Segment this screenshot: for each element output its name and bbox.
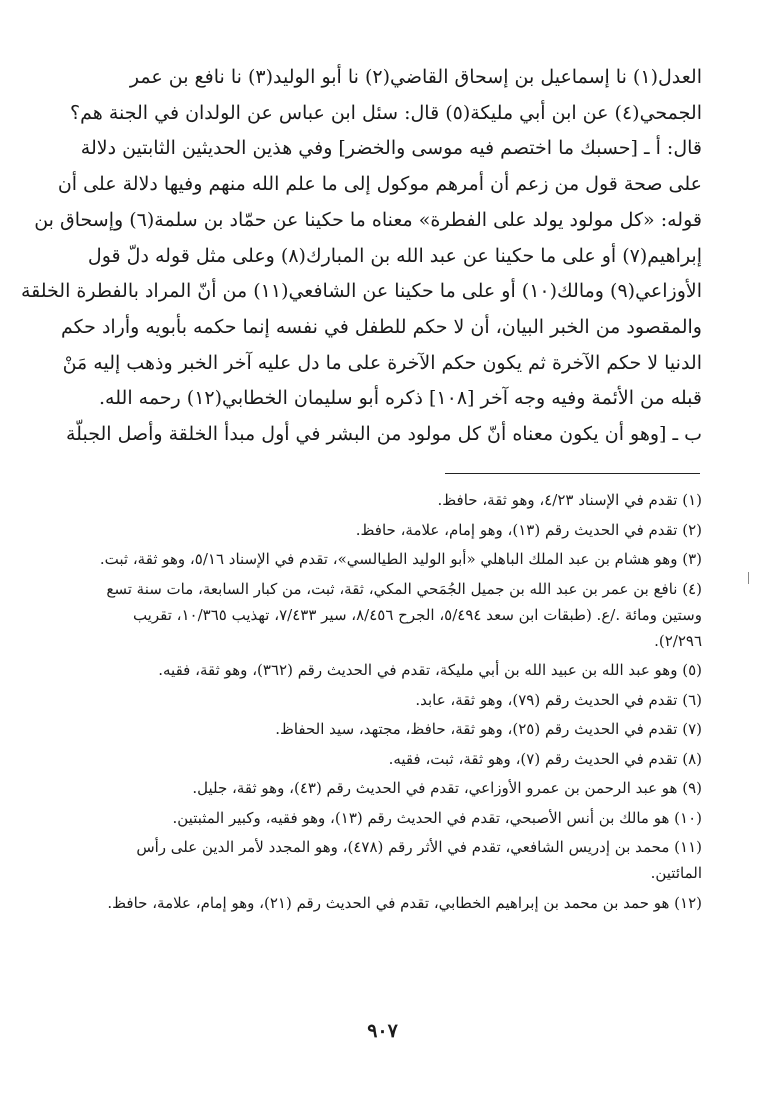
text-line: قال: أ ـ [حسبك ما اختصم فيه موسى والخضر] وفي هذين الحديثين الثابتين دلالة: [80, 137, 702, 160]
text-line: العدل(١) نا إسماعيل بن إسحاق القاضي(٢) نا أبو الوليد(٣) نا نافع بن عمر: [129, 66, 702, 88]
text-line: الجمحي(٤) عن ابن أبي مليكة(٥) قال: سئل ابن عباس عن الولدان في الجنة هم؟: [70, 101, 702, 124]
text-line: الدنيا لا حكم الآخرة ثم يكون حكم الآخرة على ما دل عليه آخر الخبر وذهب إليه مَنْ: [62, 351, 702, 374]
text-line: إبراهيم(٧) أو على ما حكينا عن عبد الله بن المبارك(٨) وعلى مثل قوله دلّ قول: [87, 244, 702, 267]
footnote: (٩) هو عبد الرحمن بن عمرو الأوزاعي، تقدم في الحديث رقم (٤٣)، وهو ثقة، جليل.: [192, 779, 702, 797]
text-line: قوله: «كل مولود يولد على الفطرة» معناه ما حكينا عن حمّاد بن سلمة(٦) وإسحاق بن: [34, 208, 702, 231]
text-line: الأوزاعي(٩) ومالك(١٠) أو على ما حكينا عن الشافعي(١١) من أنّ المراد بالفطرة الخلقة: [20, 280, 702, 303]
footnotes: [82, 487, 702, 919]
text-line: والمقصود من الخبر البيان، أن لا حكم للطفل في نفسه إنما حكمه بأبويه وأراد حكم: [61, 315, 702, 338]
footnote: (٣) وهو هشام بن عبد الملك الباهلي «أبو الوليد الطيالسي»، تقدم في الإسناد ٥/١٦، وهو ثقة، ثبت.: [99, 550, 702, 568]
margin-mark: [748, 572, 749, 584]
footnote: (١١) محمد بن إدريس الشافعي، تقدم في الأثر رقم (٤٧٨)، وهو المجدد لأمر الدين على رأس المائتين.: [136, 838, 702, 882]
footnote: (٨) تقدم في الحديث رقم (٧)، وهو ثقة، ثبت، فقيه.: [388, 749, 702, 768]
footnote: (٤) نافع بن عمر بن عبد الله بن جميل الجُمَحي المكي، ثقة، ثبت، من كبار السابعة، مات سنة تسع وستين ومائة ./ع. (طبقات ابن سعد ٥/٤٩٤، الجرح ٨/٤٥٦، سير ٧/٤٣٣، تهذيب ١٠/٣٦٥، تقريب ٢/٢٩٦).: [106, 579, 702, 650]
footnote-separator: [445, 473, 700, 474]
main-text: [20, 60, 702, 453]
footnote: (٥) وهو عبد الله بن عبيد الله بن أبي مليكة، تقدم في الحديث رقم (٣٦٢)، وهو ثقة، فقيه.: [158, 661, 702, 679]
page-number: ٩٠٧: [367, 1020, 398, 1042]
text-line: قبله من الأئمة وفيه وجه آخر [١٠٨] ذكره أبو سليمان الخطابي(١٢) رحمه الله.: [99, 387, 702, 410]
footnote: (٦) تقدم في الحديث رقم (٧٩)، وهو ثقة، عابد.: [415, 690, 702, 709]
footnote: (١٠) هو مالك بن أنس الأصبحي، تقدم في الحديث رقم (١٣)، وهو فقيه، وكبير المثبتين.: [172, 808, 702, 827]
footnote: (١٢) هو حمد بن محمد بن إبراهيم الخطابي، تقدم في الحديث رقم (٢١)، وهو إمام، علامة، حافظ.: [107, 893, 702, 912]
footnote: (٢) تقدم في الحديث رقم (١٣)، وهو إمام، علامة، حافظ.: [355, 520, 702, 539]
text-line: ب ـ [وهو أن يكون معناه أنّ كل مولود من البشر في أول مبدأ الخلقة وأصل الجبلّة: [66, 423, 702, 446]
text-line: على صحة قول من زعم أن أمرهم موكول إلى ما علم الله منهم وفيها دلالة على أن: [57, 173, 702, 196]
footnote: (٧) تقدم في الحديث رقم (٢٥)، وهو ثقة، حافظ، مجتهد، سيد الحفاظ.: [275, 720, 702, 738]
footnote: (١) تقدم في الإسناد ٤/٢٣، وهو ثقة، حافظ.: [437, 491, 702, 509]
